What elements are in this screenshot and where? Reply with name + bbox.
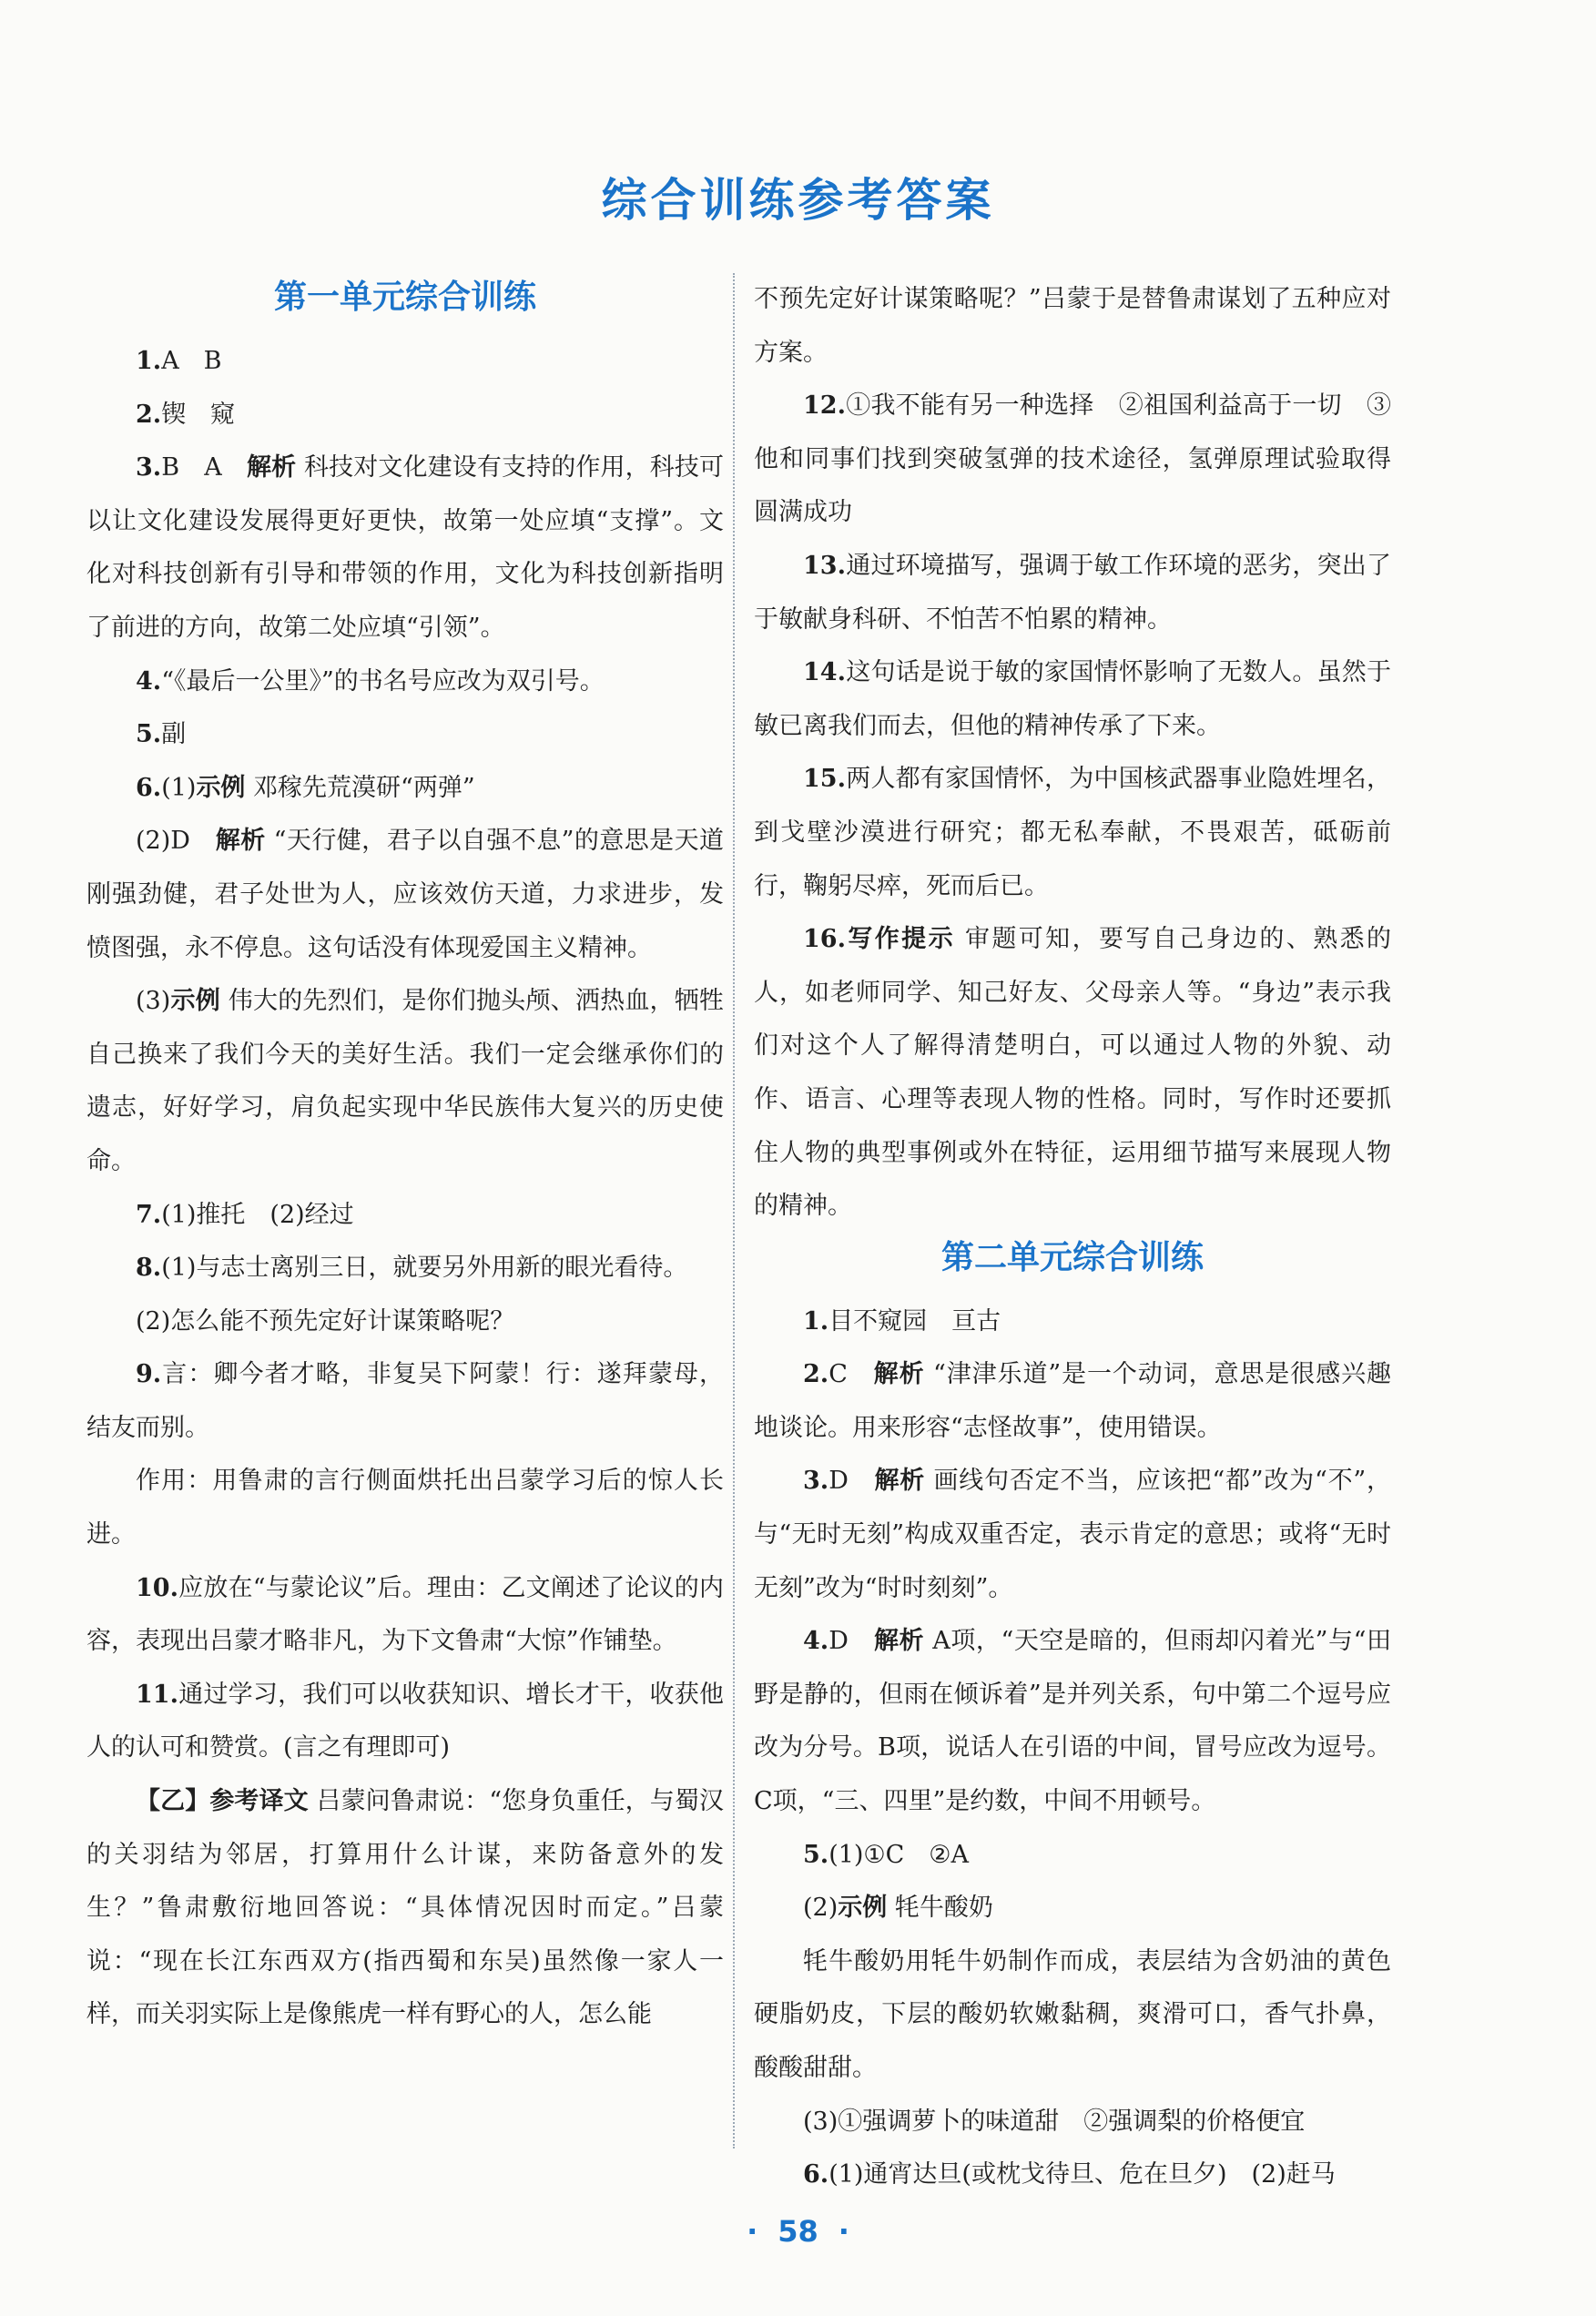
- answer-8-1: [86, 1242, 724, 1295]
- analysis-label: 解析: [874, 1467, 926, 1496]
- unit2-answer-5-description: 牦牛酸奶用牦牛奶制作而成，表层结为含奶油的黄色硬脂奶皮，下层的酸奶软嫩黏稠，爽滑可口，香气扑鼻，酸酸甜甜。: [754, 1946, 1391, 2082]
- answer-11: [86, 1669, 724, 1775]
- answer-number: 6.: [136, 773, 162, 802]
- unit2-answer-1: [754, 1295, 1391, 1349]
- answer-text: 画线句否定不当，应该把“都”改为“不”，与“无时无刻”构成双重否定，表示肯定的意思；或将“无时无刻”改为“时时刻刻”。: [754, 1467, 1391, 1602]
- translation-text: 吕蒙问鲁肃说：“您身负重任，与蜀汉的关羽结为邻居，打算用什么计谋，来防备意外的发生？”鲁肃敷衍地回答说：“具体情况因时而定。”吕蒙说：“现在长江东西双方(指西蜀和东吴)虽然像一家人一样，而关羽实际上是像熊虎一样有野心的人，怎么能: [86, 1787, 725, 2029]
- answer-6-1: [86, 762, 724, 816]
- answer-2: [86, 389, 724, 442]
- answer-number: 6.: [803, 2160, 829, 2189]
- right-column: [754, 273, 1391, 2202]
- answer-text: “津津乐道”是一个动词，意思是很感兴趣地谈论。用来形容“志怪故事”，使用错误。: [754, 1360, 1391, 1442]
- answer-number: 12.: [803, 391, 846, 421]
- answer-text: 作用：用鲁肃的言行侧面烘托出吕蒙学习后的惊人长进。: [86, 1467, 724, 1549]
- answer-text: 牦牛酸奶: [894, 1894, 993, 1923]
- sub-number: (2): [803, 1894, 839, 1923]
- page-number-value: 58: [778, 2214, 818, 2249]
- answer-text: 目不窥园 亘古: [828, 1306, 1001, 1336]
- answer-number: 10.: [136, 1573, 178, 1602]
- analysis-label: 解析: [873, 1360, 925, 1389]
- translation-continued: 不预先定好计谋策略呢？”吕蒙于是替鲁肃谋划了五种应对方案。: [754, 285, 1391, 367]
- answer-6-2: [86, 815, 724, 975]
- answer-text: 伟大的先烈们，是你们抛头颅、洒热血，牺牲自己换来了我们今天的美好生活。我们一定会继承你们的遗志，好好学习，肩负起实现中华民族伟大复兴的历史使命。: [86, 987, 725, 1175]
- answer-text: 通过环境描写，强调于敏工作环境的恶劣，突出了于敏献身科研、不怕苦不怕累的精神。: [754, 551, 1391, 634]
- answer-8-2: [86, 1295, 724, 1349]
- answer-number: 5.: [136, 720, 162, 749]
- answer-text: (1)推托 (2)经过: [161, 1200, 354, 1229]
- answer-text: 副: [161, 720, 187, 749]
- answer-number: 4.: [803, 1627, 829, 1656]
- answer-text: 通过学习，我们可以收获知识、增长才干，收获他人的认可和赞赏。(言之有理即可): [86, 1680, 724, 1762]
- answer-text: “天行健，君子以自强不息”的意思是天道刚强劲健，君子处世为人，应该效仿天道，力求进步，发愤图强，永不停息。这句话没有体现爱国主义精神。: [86, 827, 725, 962]
- page-title: 综合训练参考答案: [601, 174, 995, 227]
- sub-number: (2)D: [136, 827, 216, 856]
- analysis-label: 解析: [873, 1627, 925, 1656]
- answer-text: (1)与志士离别三日，就要另外用新的眼光看待。: [161, 1254, 688, 1283]
- answer-number: 11.: [136, 1680, 178, 1709]
- answer-15: [754, 753, 1391, 913]
- answer-text: 邓稼先荒漠研“两弹”: [253, 773, 475, 802]
- answer-number: 13.: [803, 551, 846, 580]
- answer-5: [86, 708, 724, 762]
- sub-number: (3): [136, 987, 171, 1016]
- answer-number: 7.: [136, 1200, 162, 1229]
- answer-text: (1)通宵达旦(或枕戈待旦、危在旦夕) (2)赶马: [828, 2160, 1336, 2189]
- answer-text: 审题可知，要写自己身边的、熟悉的人，如老师同学、知己好友、父母亲人等。“身边”表示我们对这个人了解得清楚明白，可以通过人物的外貌、动作、语言、心理等表现人物的性格。同时，写作时还要抓住人物的典型事例或外在特征，运用细节描写来展现人物的精神。: [754, 925, 1391, 1221]
- left-column: [86, 273, 724, 2042]
- answer-choice: C: [828, 1360, 874, 1389]
- answer-text: 科技对文化建设有支持的作用，科技可以让文化建设发展得更好更快，故第一处应填“支撑”。文化对科技创新有引导和带领的作用，文化为科技创新指明了前进的方向，故第二处应填“引领”。: [86, 453, 724, 642]
- answer-number: 14.: [803, 658, 846, 687]
- bullet-dot-icon: ·: [747, 2214, 758, 2249]
- unit2-answer-5-3: (3)①强调萝卜的味道甜 ②强调梨的价格便宜: [803, 2107, 1306, 2136]
- answer-text: ①我不能有另一种选择 ②祖国利益高于一切 ③他和同事们找到突破氢弹的技术途径，氢弹原理试验取得圆满成功: [754, 391, 1391, 527]
- column-divider: [733, 273, 735, 2148]
- answer-number: 4.: [136, 666, 162, 696]
- answer-number: 3.: [136, 453, 162, 482]
- unit2-answer-5-1: [754, 1829, 1391, 1883]
- answer-number: 1.: [136, 347, 162, 375]
- writing-tip-label: 写作提示: [845, 925, 955, 954]
- unit2-answer-2: [754, 1348, 1391, 1455]
- answer-14: [754, 646, 1391, 753]
- example-label: 示例: [196, 773, 246, 802]
- answer-9-effect: [86, 1455, 724, 1561]
- answer-text: 两人都有家国情怀，为中国核武器事业隐姓埋名，到戈壁沙漠进行研究；都无私奉献，不畏艰苦，砥砺前行，鞠躬尽瘁，死而后已。: [754, 765, 1391, 900]
- answer-text: 应放在“与蒙论议”后。理由：乙文阐述了论议的内容，表现出吕蒙才略非凡，为下文鲁肃“大惊”作铺垫。: [86, 1573, 724, 1656]
- page-number: [0, 2214, 1596, 2249]
- section-title-unit-2: 第二单元综合训练: [940, 1238, 1204, 1276]
- answer-number: 16.: [803, 925, 846, 954]
- answer-number: 15.: [803, 765, 846, 794]
- answer-text: 锲 窥: [161, 400, 236, 429]
- answer-3: [86, 442, 724, 655]
- sub-number: (1): [161, 773, 197, 802]
- answer-7: [86, 1189, 724, 1243]
- answer-12: [754, 380, 1391, 540]
- example-label: 示例: [170, 987, 220, 1016]
- answer-number: 3.: [803, 1467, 829, 1496]
- answer-text: (1)①C ②A: [828, 1840, 970, 1869]
- answer-4: [86, 655, 724, 709]
- answer-text: 言：卿今者才略，非复吴下阿蒙！行：遂拜蒙母，结友而别。: [86, 1360, 724, 1442]
- answer-text: A项，“天空是暗的，但雨却闪着光”与“田野是静的，但雨在倾诉着”是并列关系，句中第二个逗号应改为分号。B项，说话人在引语的中间，冒号应改为逗号。C项，“三、四里”是约数，中间不用顿号。: [754, 1627, 1391, 1816]
- answer-number: 2.: [136, 400, 162, 429]
- unit2-answer-6: [754, 2148, 1391, 2202]
- answer-9: [86, 1348, 724, 1455]
- answer-number: 2.: [803, 1360, 829, 1389]
- answer-choice: D: [828, 1627, 874, 1656]
- answer-text: 这句话是说于敏的家国情怀影响了无数人。虽然于敏已离我们而去，但他的精神传承了下来。: [754, 658, 1391, 740]
- section-title-unit-1: 第一单元综合训练: [273, 279, 536, 316]
- answer-number: 1.: [803, 1306, 829, 1336]
- answer-choice: D: [828, 1467, 875, 1496]
- answer-text: (2)怎么能不预先定好计谋策略呢？: [136, 1306, 515, 1336]
- unit2-answer-5-2: [754, 1882, 1391, 1935]
- analysis-label: 解析: [215, 827, 266, 856]
- answer-13: [754, 540, 1391, 646]
- answer-6-3: [86, 975, 724, 1188]
- unit2-answer-3: [754, 1455, 1391, 1615]
- answer-number: 9.: [136, 1360, 162, 1389]
- analysis-label: 解析: [247, 453, 297, 482]
- answer-choice: B A: [161, 453, 248, 482]
- answer-number: 8.: [136, 1254, 162, 1283]
- answer-text: A B: [161, 347, 222, 375]
- bullet-dot-icon: ·: [838, 2214, 849, 2249]
- answer-10: [86, 1562, 724, 1669]
- reference-translation: [86, 1775, 724, 2042]
- answer-number: 5.: [803, 1840, 829, 1869]
- answer-text: “《最后一公里》”的书名号应改为双引号。: [161, 666, 605, 696]
- unit2-answer-4: [754, 1615, 1391, 1828]
- answer-16: [754, 913, 1391, 1234]
- answer-1: [86, 335, 724, 389]
- translation-label: 【乙】参考译文: [136, 1787, 309, 1816]
- example-label: 示例: [838, 1894, 888, 1923]
